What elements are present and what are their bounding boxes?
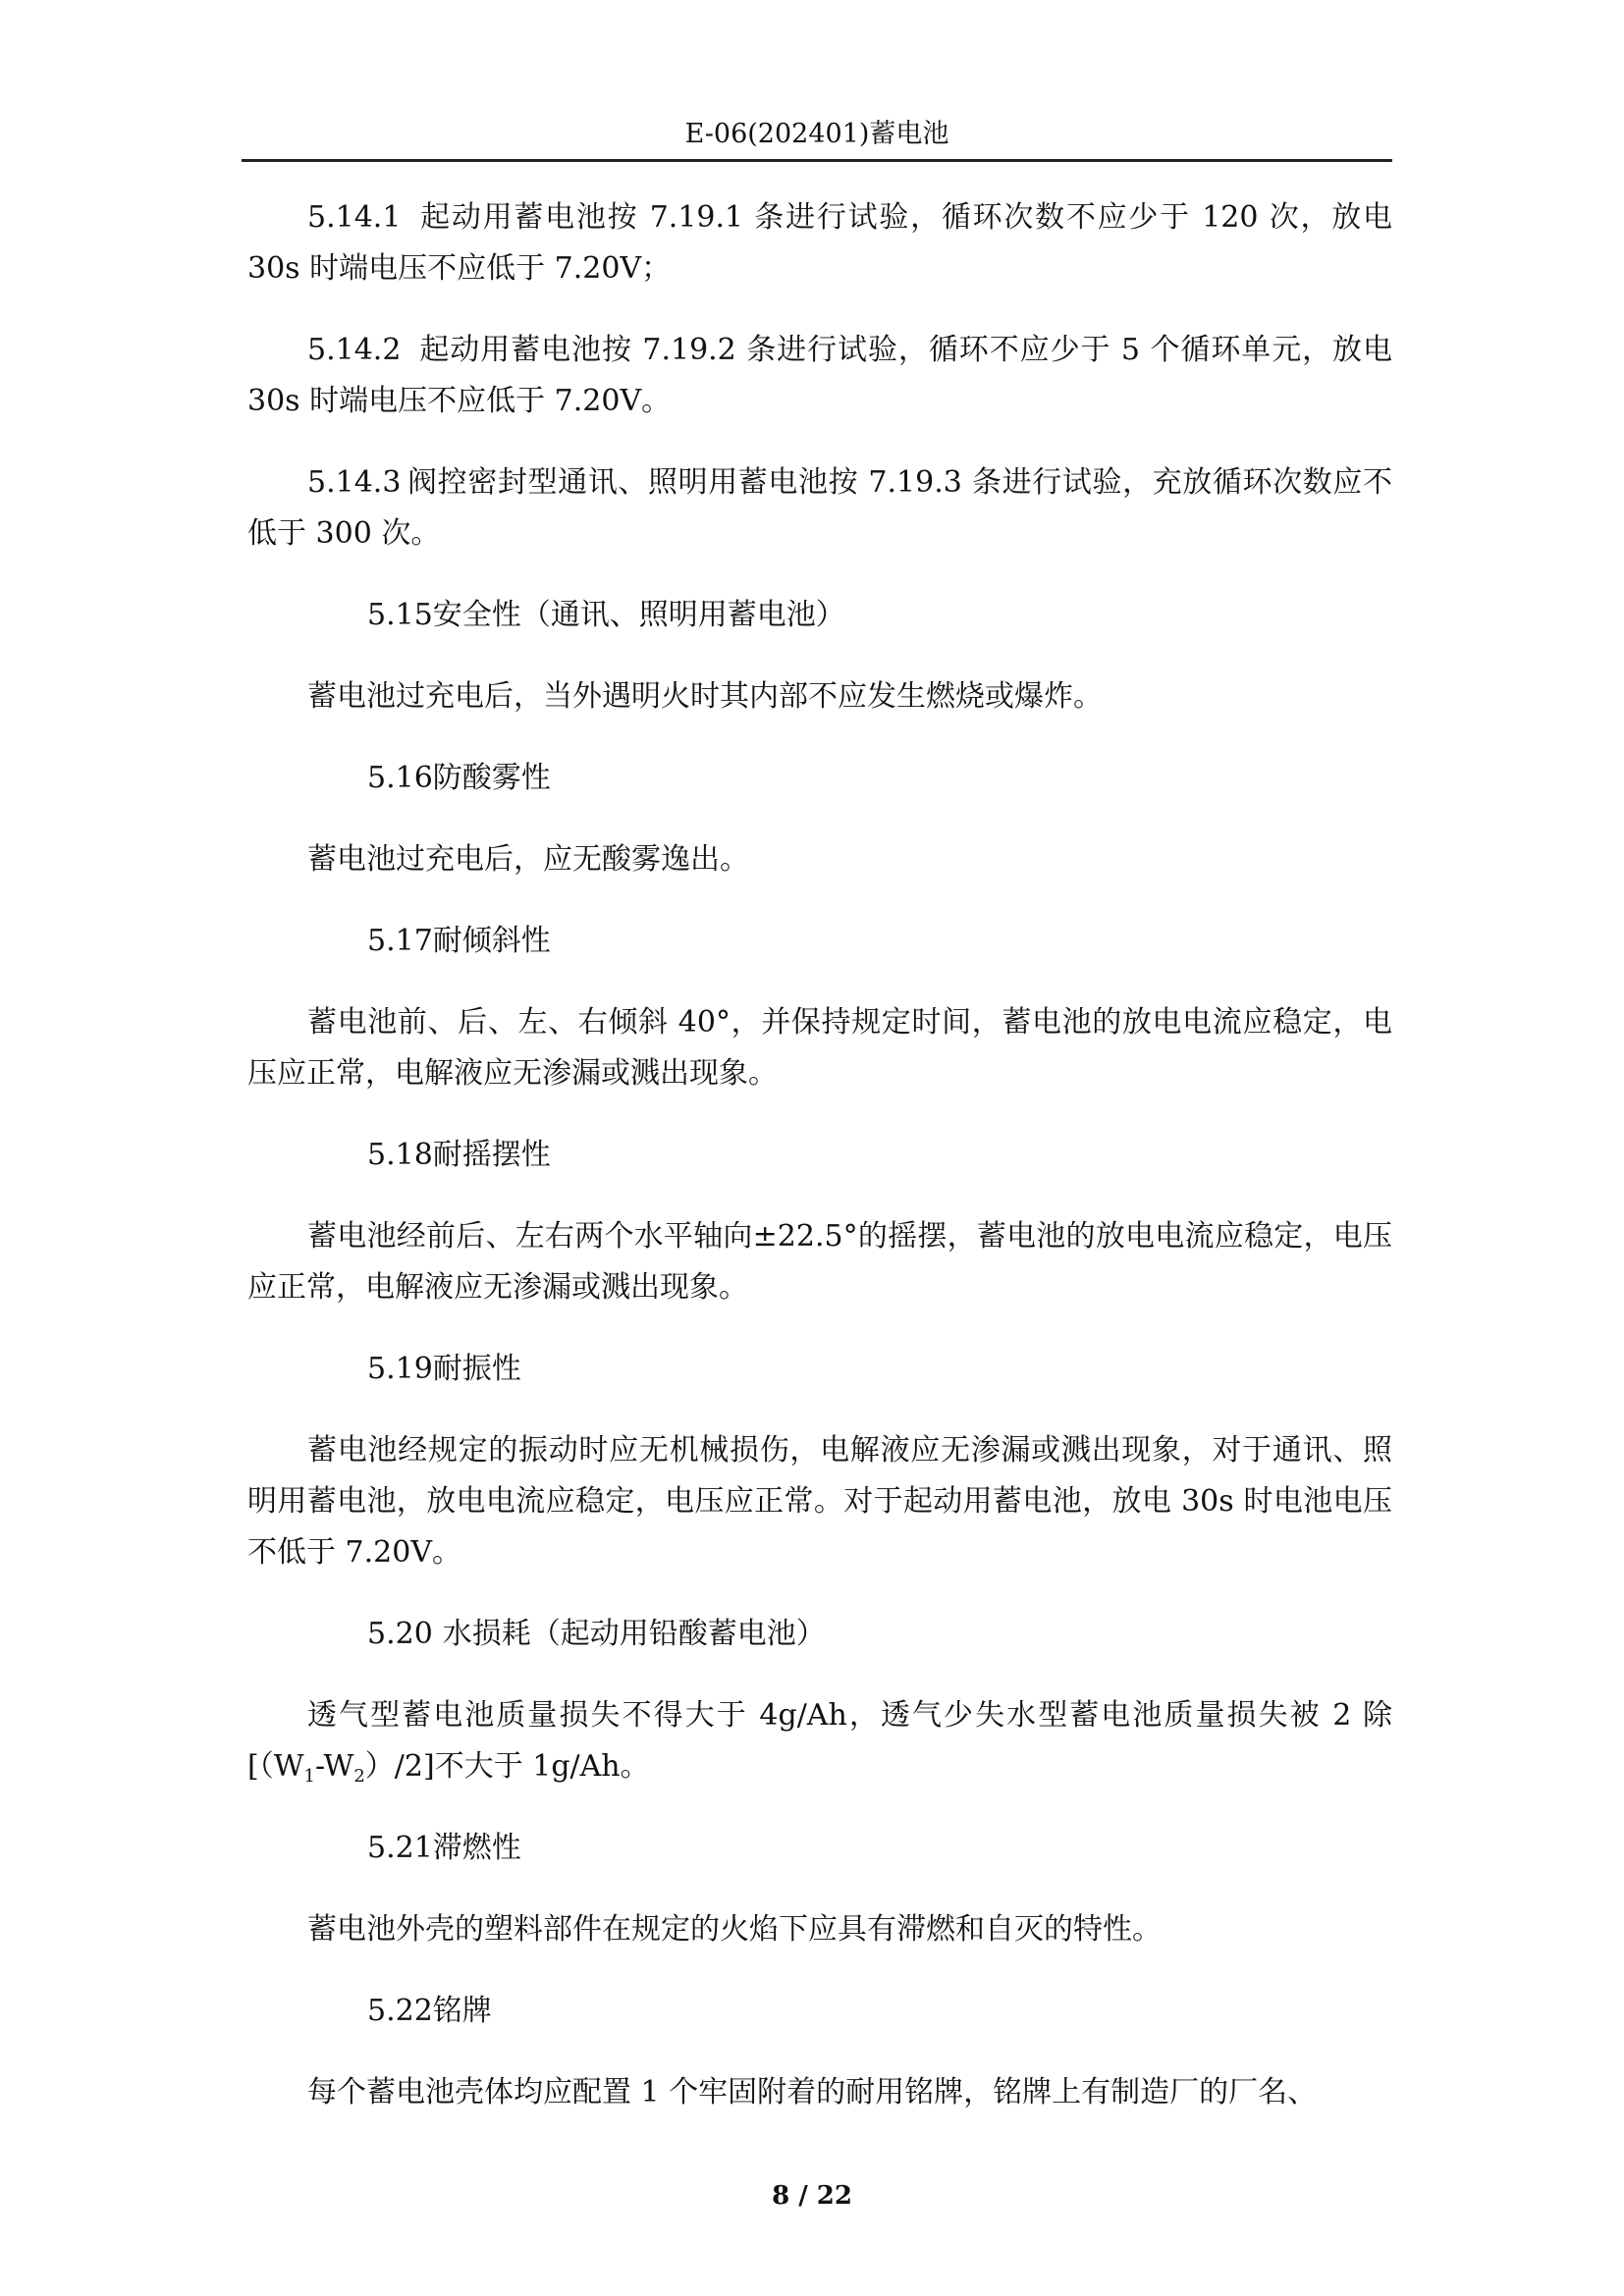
body-text-part: -W: [315, 1749, 354, 1784]
section-body-5-15: 蓄电池过充电后，当外遇明火时其内部不应发生燃烧或爆炸。: [307, 679, 1103, 714]
section-title: 耐倾斜性: [432, 924, 551, 958]
clause-5-14-3: [247, 457, 1392, 560]
section-body-5-19: 蓄电池经规定的振动时应无机械损伤，电解液应无渗漏或溅出现象，对于通讯、照明用蓄电池，放电电流应稳定，电压应正常。对于起动用蓄电池，放电 30s 时电池电压不低于 7.20V。: [247, 1433, 1392, 1570]
body-text-part: 透气型蓄电池质量损失不得大于 4g/Ah，透气少失水型蓄电池质量损失被 2 除[（W: [247, 1698, 1392, 1784]
section-heading-5-15: [247, 590, 1392, 641]
page-number: 8 / 22: [772, 2181, 852, 2211]
section-body-5-20: [247, 1690, 1392, 1792]
section-title: 耐摇摆性: [432, 1138, 551, 1172]
section-body-5-16: 蓄电池过充电后，应无酸雾逸出。: [307, 842, 749, 877]
header-title: E-06(202401)蓄电池: [684, 119, 949, 149]
section-number: 5.17: [367, 924, 433, 958]
section-title: 安全性（通讯、照明用蓄电池）: [432, 598, 845, 632]
section-title: 铭牌: [432, 1994, 492, 2028]
clause-number: 5.14.2: [307, 333, 402, 367]
section-heading-5-19: [247, 1344, 1392, 1395]
body-text-part: ）/2]不大于 1g/Ah。: [364, 1749, 650, 1784]
section-body-5-18: 蓄电池经前后、左右两个水平轴向±22.5°的摇摆，蓄电池的放电电流应稳定，电压应正常，电解液应无渗漏或溅出现象。: [247, 1219, 1392, 1305]
section-body-5-17: 蓄电池前、后、左、右倾斜 40°，并保持规定时间，蓄电池的放电电流应稳定，电压应正常，电解液应无渗漏或溅出现象。: [247, 1005, 1392, 1091]
section-number: 5.20: [367, 1617, 433, 1651]
section-number: 5.16: [367, 761, 433, 795]
document-body: [247, 192, 1392, 2118]
clause-number: 5.14.3: [307, 465, 402, 500]
section-body-5-22: 每个蓄电池壳体均应配置 1 个牢固附着的耐用铭牌，铭牌上有制造厂的厂名、: [307, 2075, 1318, 2109]
section-title: 耐振性: [432, 1352, 521, 1386]
section-number: 5.19: [367, 1352, 433, 1386]
running-header: [242, 110, 1392, 162]
section-heading-5-17: [247, 916, 1392, 967]
section-number: 5.15: [367, 598, 433, 632]
section-title: 水损耗（起动用铅酸蓄电池）: [442, 1617, 826, 1651]
section-heading-5-20: [247, 1609, 1392, 1660]
section-number: 5.18: [367, 1138, 433, 1172]
clause-5-14-2: [247, 325, 1392, 427]
section-title: 滞燃性: [432, 1831, 521, 1865]
subscript: 1: [303, 1766, 315, 1787]
clause-text: 阀控密封型通讯、照明用蓄电池按 7.19.3 条进行试验，充放循环次数应不低于 300 次。: [247, 465, 1392, 551]
section-title: 防酸雾性: [432, 761, 551, 795]
clause-text: 起动用蓄电池按 7.19.2 条进行试验，循环不应少于 5 个循环单元，放电 30s 时端电压不应低于 7.20V。: [247, 333, 1392, 418]
section-body-5-21: 蓄电池外壳的塑料部件在规定的火焰下应具有滞燃和自灭的特性。: [307, 1912, 1162, 1947]
clause-number: 5.14.1: [307, 200, 402, 235]
section-heading-5-18: [247, 1130, 1392, 1181]
clause-5-14-1: [247, 192, 1392, 294]
section-heading-5-21: [247, 1823, 1392, 1874]
section-number: 5.21: [367, 1831, 433, 1865]
section-heading-5-22: [247, 1986, 1392, 2037]
section-number: 5.22: [367, 1994, 433, 2028]
section-heading-5-16: [247, 753, 1392, 804]
subscript: 2: [353, 1766, 365, 1787]
clause-text: 起动用蓄电池按 7.19.1 条进行试验，循环次数不应少于 120 次，放电 30s 时端电压不应低于 7.20V；: [247, 200, 1392, 286]
